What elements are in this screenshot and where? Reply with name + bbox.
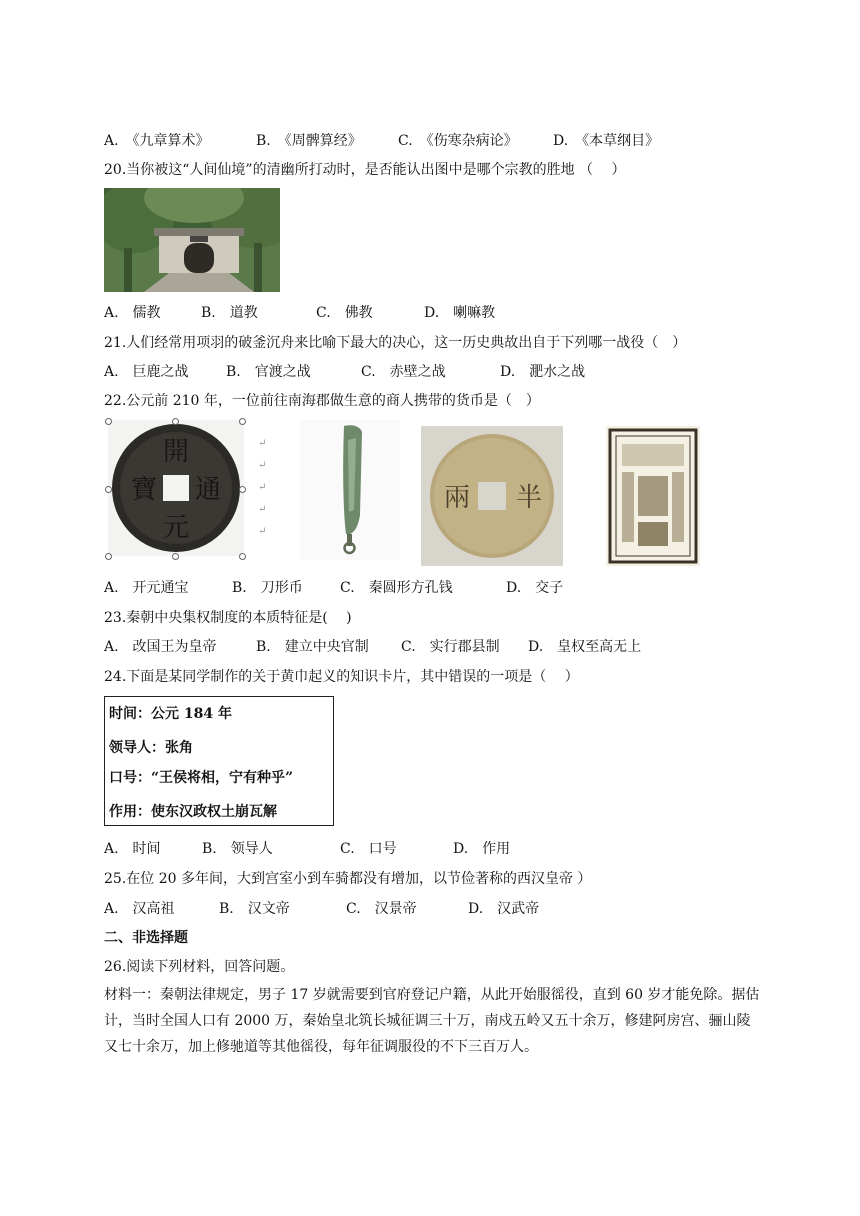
q19-option-b: B. 《周髀算经》 bbox=[256, 133, 362, 149]
q25-option-b: B. 汉文帝 bbox=[219, 901, 290, 917]
q23-option-b: B. 建立中央官制 bbox=[256, 639, 369, 655]
q21-stem: 21.人们经常用项羽的破釜沉舟来比喻下最大的决心，这一历史典故出自于下列哪一战役（ ） bbox=[104, 335, 687, 351]
knowledge-card bbox=[104, 696, 334, 826]
q22-option-a: A. 开元通宝 bbox=[104, 580, 189, 596]
q24-option-d: D. 作用 bbox=[453, 841, 511, 857]
q25-option-a: A. 汉高祖 bbox=[104, 901, 175, 917]
selection-handle[interactable] bbox=[105, 418, 112, 425]
q25-stem: 25.在位 20 多年间，大到宫室小到车骑都没有增加，以节俭著称的西汉皇帝 ） bbox=[104, 871, 592, 887]
q22-option-d: D. 交子 bbox=[506, 580, 564, 596]
q20-option-b: B. 道教 bbox=[201, 305, 258, 321]
q20-stem: 20.当你被这“人间仙境”的清幽所打动时，是否能认出图中是哪个宗教的胜地 （ ） bbox=[104, 162, 626, 178]
coin-a-char-2: 通 bbox=[194, 475, 222, 505]
selection-handle[interactable] bbox=[172, 553, 179, 560]
selection-handle[interactable] bbox=[239, 553, 246, 560]
q20-option-c: C. 佛教 bbox=[316, 305, 373, 321]
q24-option-b: B. 领导人 bbox=[202, 841, 273, 857]
section-title: 二、非选择题 bbox=[104, 930, 188, 946]
q23-option-d: D. 皇权至高无上 bbox=[528, 639, 642, 655]
q20-option-d: D. 喇嘛教 bbox=[424, 305, 496, 321]
q21-option-c: C. 赤壁之战 bbox=[361, 364, 446, 380]
q19-option-a: A. 《九章算术》 bbox=[104, 133, 210, 149]
coin-a-char-1: 開 bbox=[162, 437, 190, 467]
selection-handle[interactable] bbox=[172, 418, 179, 425]
q24-option-c: C. 口号 bbox=[340, 841, 397, 857]
q22-option-b: B. 刀形币 bbox=[232, 580, 303, 596]
q21-option-a: A. 巨鹿之战 bbox=[104, 364, 189, 380]
kaiyuan-tongbao-coin-image bbox=[108, 420, 244, 556]
q24-stem: 24.下面是某同学制作的关于黄巾起义的知识卡片，其中错误的一项是（ ） bbox=[104, 669, 579, 685]
q25-option-d: D. 汉武帝 bbox=[468, 901, 540, 917]
card-slogan: 口号：“王侯将相，宁有种乎” bbox=[109, 770, 294, 786]
card-time: 时间：公元 184 年 bbox=[109, 706, 232, 722]
q19-option-d: D. 《本草纲目》 bbox=[553, 133, 660, 149]
q25-option-c: C. 汉景帝 bbox=[346, 901, 417, 917]
taoist-temple-photo bbox=[104, 188, 280, 292]
q21-option-d: D. 淝水之战 bbox=[500, 364, 586, 380]
selection-handle[interactable] bbox=[105, 553, 112, 560]
coin-a-char-4: 寶 bbox=[130, 475, 158, 505]
paragraph-mark: ↵ bbox=[258, 482, 267, 493]
q24-option-a: A. 时间 bbox=[104, 841, 161, 857]
coin-c-char-1: 半 bbox=[515, 483, 543, 513]
paragraph-mark: ↵ bbox=[258, 504, 267, 515]
q19-option-c: C. 《伤寒杂病论》 bbox=[398, 133, 518, 149]
q26-material-1: 材料一：秦朝法律规定，男子 17 岁就需要到官府登记户籍，从此开始服徭役，直到 60 岁才能免除。据估计，当时全国人口有 2000 万，秦始皇北筑长城征调三十万，南戍五岭又五十余万，修建阿房宫、骊山陵又七十余万，加上修驰道等其他徭役，每年征调服役的不下三百万人。 bbox=[104, 987, 760, 1055]
q23-option-a: A. 改国王为皇帝 bbox=[104, 639, 217, 655]
q23-stem: 23.秦朝中央集权制度的本质特征是( ) bbox=[104, 610, 352, 626]
paragraph-mark: ↵ bbox=[258, 526, 267, 537]
q20-option-a: A. 儒教 bbox=[104, 305, 161, 321]
selection-handle[interactable] bbox=[105, 486, 112, 493]
q22-stem: 22.公元前 210 年，一位前往南海郡做生意的商人携带的货币是（ ） bbox=[104, 393, 540, 409]
knife-money-image bbox=[300, 420, 400, 560]
card-effect: 作用：使东汉政权土崩瓦解 bbox=[109, 804, 277, 820]
q26-stem: 26.阅读下列材料，回答问题。 bbox=[104, 959, 295, 975]
paragraph-mark: ↵ bbox=[258, 438, 267, 449]
coin-a-char-3: 元 bbox=[162, 513, 190, 543]
jiaozi-paper-money-image bbox=[606, 426, 700, 566]
q23-option-c: C. 实行郡县制 bbox=[401, 639, 500, 655]
selection-handle[interactable] bbox=[239, 486, 246, 493]
card-leader: 领导人：张角 bbox=[109, 740, 193, 756]
qin-banliang-coin-image bbox=[421, 426, 563, 566]
paragraph-mark: ↵ bbox=[258, 460, 267, 471]
q22-option-c: C. 秦圆形方孔钱 bbox=[340, 580, 453, 596]
selection-handle[interactable] bbox=[239, 418, 246, 425]
q21-option-b: B. 官渡之战 bbox=[226, 364, 311, 380]
coin-c-char-2: 兩 bbox=[443, 483, 471, 513]
